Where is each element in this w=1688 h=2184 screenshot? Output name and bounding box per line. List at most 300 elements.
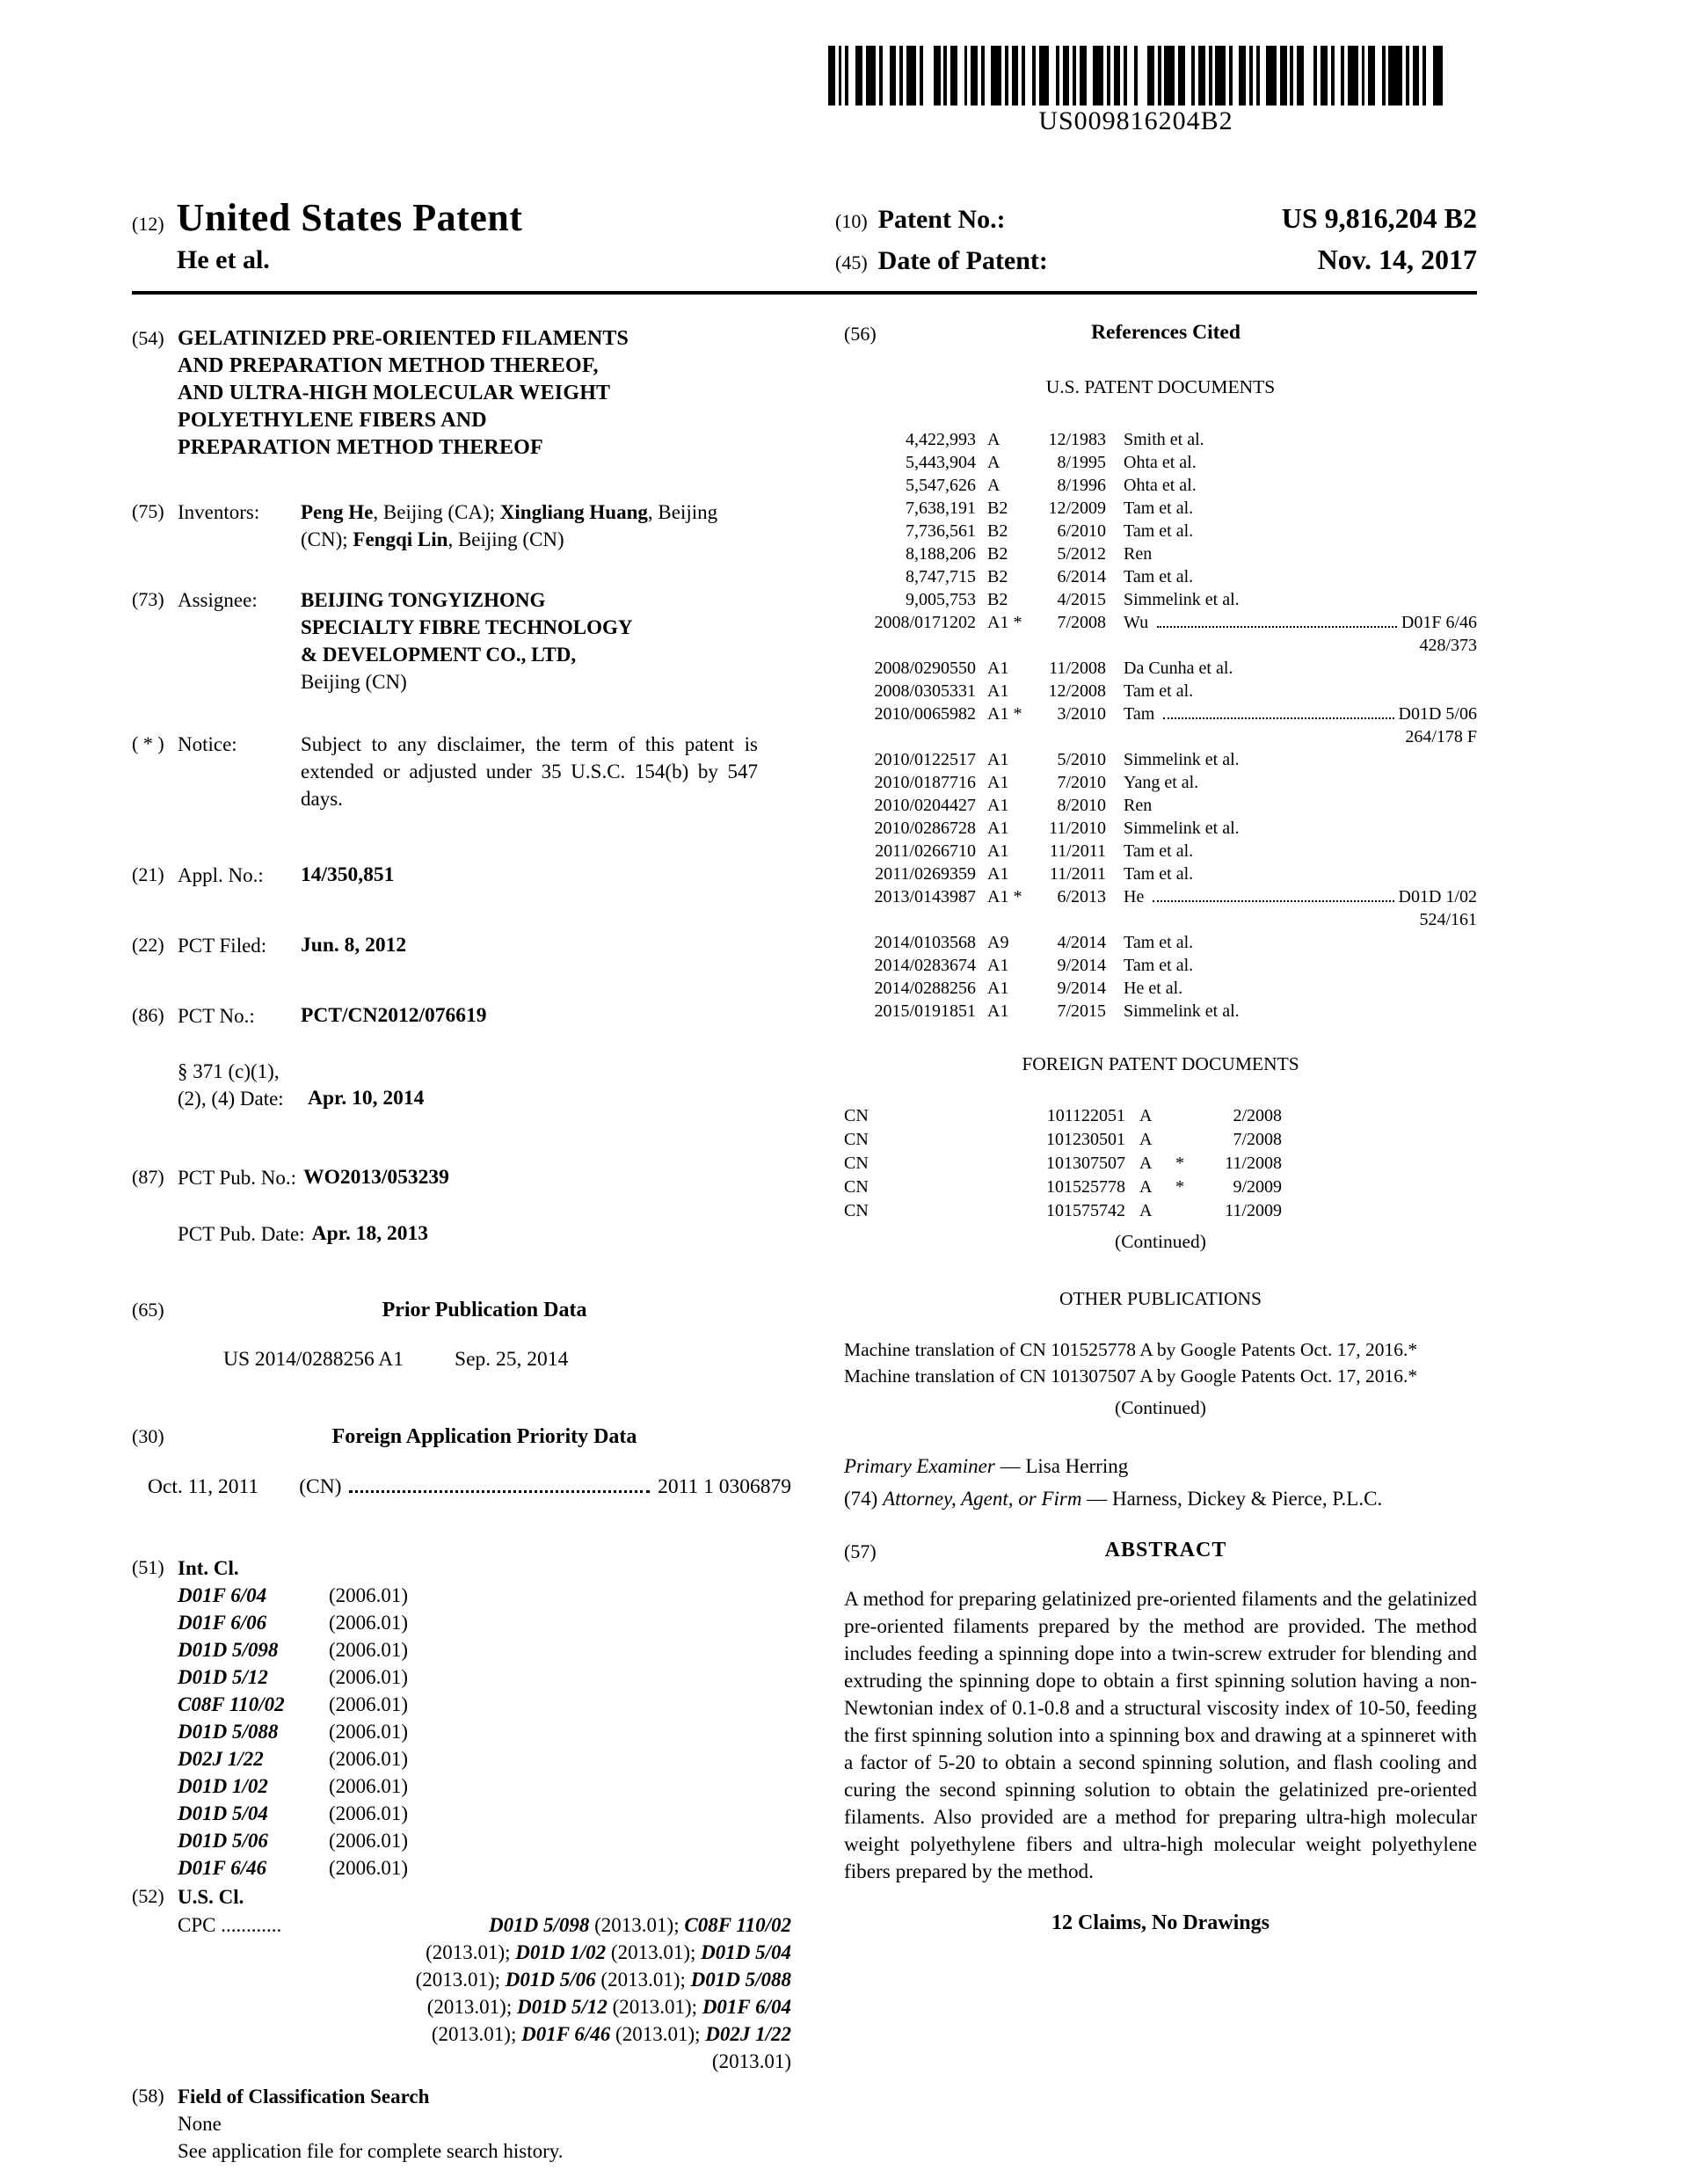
int-cl-code: D01F 6/46 (178, 1857, 267, 1879)
ref-number: 7,638,191 (906, 499, 976, 518)
section-tag: (65) (132, 1299, 164, 1321)
ref-class-continued: 264/178 F (1405, 727, 1477, 746)
attorney-line: (74) Attorney, Agent, or Firm — Harness, Dickey & Pierce, P.L.C. (844, 1487, 1383, 1510)
ref-number: 2010/0204427 (874, 796, 976, 815)
pct-pub-no-value: WO2013/053239 (303, 1166, 449, 1189)
inventor-name: Peng He (301, 501, 374, 523)
section-references (844, 321, 1477, 346)
primary-examiner-line: Primary Examiner — Lisa Herring (844, 1455, 1129, 1477)
dot-leader (349, 1490, 650, 1493)
ref-number: 101122051 (1046, 1106, 1125, 1125)
int-cl-row (178, 1827, 791, 1854)
section-int-cl (132, 1554, 791, 1882)
pct-no-label: PCT No.: (178, 1005, 255, 1027)
us-patent-row (844, 703, 1477, 725)
section-tag: (51) (132, 1556, 164, 1578)
ref-number: 2008/0171202 (874, 613, 976, 632)
cpc-line-text: (2013.01); D01F 6/46 (2013.01); D02J 1/22 (431, 2023, 791, 2045)
country-code: CN (844, 1106, 869, 1125)
us-patent-row (844, 794, 1477, 817)
date-label: Date of Patent: (877, 246, 1048, 275)
claims-note: 12 Claims, No Drawings (1051, 1911, 1270, 1934)
ref-kind: A (1139, 1106, 1153, 1125)
inventors-value: Peng He, Beijing (CA); Xingliang Huang, Beijing (CN); Fengqi Lin, Beijing (CN) (301, 501, 718, 550)
ref-kind: A (987, 453, 1000, 472)
assignee-name-line: & DEVELOPMENT CO., LTD, (301, 644, 577, 666)
foreign-patent-row (844, 1128, 1477, 1152)
int-cl-code: D01F 6/04 (178, 1584, 267, 1606)
us-patent-row (844, 817, 1477, 840)
section-tag: (57) (844, 1540, 877, 1562)
ref-star (1166, 1128, 1194, 1152)
ref-date: 9/2014 (1057, 956, 1106, 975)
ref-name: Wu (1124, 613, 1149, 632)
header-right (835, 195, 1477, 285)
section-tag: (30) (132, 1425, 164, 1447)
ref-number: 101230501 (1046, 1130, 1125, 1149)
ref-number: 8,747,715 (906, 567, 976, 586)
assignee-label: Assignee: (178, 589, 258, 611)
attorney-tag: (74) (844, 1487, 878, 1510)
ref-number: 101307507 (1046, 1154, 1125, 1173)
section-tag: (73) (132, 588, 164, 610)
ref-date: 12/2009 (1048, 499, 1106, 518)
section-tag: (86) (132, 1004, 164, 1026)
ref-date: 5/2010 (1057, 750, 1106, 769)
priority-date: Oct. 11, 2011 (148, 1475, 259, 1498)
ref-name: Tam et al. (1124, 567, 1194, 586)
ref-kind: B2 (987, 590, 1008, 609)
section-pct-filed (132, 932, 791, 959)
title-line: AND ULTRA-HIGH MOLECULAR WEIGHT (178, 382, 611, 404)
ref-date: 6/2013 (1057, 887, 1106, 906)
ref-class: D01F 6/46 (1401, 613, 1477, 632)
ref-kind: A1 * (987, 704, 1022, 724)
pct-filed-label: PCT Filed: (178, 935, 267, 957)
section-tag: (22) (132, 934, 164, 956)
us-patent-row (844, 611, 1477, 634)
int-cl-row (178, 1718, 791, 1745)
ref-name: Ohta et al. (1124, 476, 1197, 495)
int-cl-version: (2006.01) (329, 1775, 409, 1797)
section-notice (132, 731, 791, 812)
int-cl-code: D01D 5/12 (178, 1666, 268, 1688)
us-patent-row (844, 542, 1477, 565)
ref-date: 12/2008 (1048, 681, 1106, 701)
ref-date: 7/2008 (1057, 613, 1106, 632)
ref-name: Ren (1124, 796, 1153, 815)
ref-kind: B2 (987, 567, 1008, 586)
country-code: CN (844, 1177, 869, 1197)
us-patent-row (844, 863, 1477, 885)
ref-kind: A (1139, 1130, 1153, 1149)
ref-kind: B2 (987, 521, 1008, 541)
cpc-code: D01F 6/46 (521, 2023, 611, 2045)
title-line: AND PREPARATION METHOD THEREOF, (178, 354, 599, 377)
pct-pub-date-label: PCT Pub. Date: (178, 1223, 305, 1245)
us-patent-table (844, 428, 1477, 1023)
ref-name: Yang et al. (1124, 773, 1199, 792)
assignee-location: Beijing (CN) (301, 671, 407, 693)
field-search-line1: None (178, 2113, 222, 2135)
cpc-line-text: (2013.01); D01D 5/12 (2013.01); D01F 6/04 (426, 1996, 791, 2018)
inventor-name: Xingliang Huang (499, 501, 648, 523)
ref-date: 4/2014 (1057, 933, 1106, 952)
cpc-block (178, 1911, 791, 2075)
int-cl-list (178, 1582, 791, 1882)
int-cl-version: (2006.01) (329, 1612, 409, 1634)
ref-name: Da Cunha et al. (1124, 659, 1233, 678)
ref-date: 11/2010 (1049, 819, 1106, 838)
ref-number: 2010/0286728 (874, 819, 976, 838)
int-cl-code: D01D 5/088 (178, 1721, 279, 1743)
ref-name: Tam et al. (1124, 681, 1194, 701)
ref-kind: A9 (987, 933, 1009, 952)
cpc-line (178, 1911, 791, 1939)
dot-leader (1157, 626, 1397, 628)
inventor-name: Fengqi Lin (353, 528, 448, 550)
pct-no-value: PCT/CN2012/076619 (301, 1004, 487, 1027)
barcode-block (828, 46, 1444, 136)
cpc-code: D01D 5/12 (516, 1996, 608, 2018)
attorney-label: Attorney, Agent, or Firm (883, 1487, 1082, 1510)
us-patent-row (844, 977, 1477, 1000)
us-patent-row (844, 748, 1477, 771)
doc-type: United States Patent (176, 196, 523, 239)
dot-leader (1153, 900, 1393, 902)
section-title (132, 325, 791, 462)
appl-no-label: Appl. No.: (178, 864, 264, 886)
ref-number: 2010/0187716 (874, 773, 976, 792)
ref-kind: A1 (987, 864, 1009, 884)
section-foreign-priority (132, 1423, 791, 1451)
ref-star: * (1175, 1154, 1184, 1173)
country-code: CN (844, 1130, 869, 1149)
cpc-line (178, 1966, 791, 1993)
int-cl-code: D01D 1/02 (178, 1775, 268, 1797)
ref-star (1166, 1104, 1194, 1128)
priority-country: (CN) (299, 1475, 342, 1498)
section-tag: (58) (132, 2085, 164, 2107)
cpc-code: D01D 5/088 (690, 1969, 791, 1991)
ref-kind: A (987, 476, 1000, 495)
foreign-patent-row (844, 1104, 1477, 1128)
header (132, 195, 1477, 285)
section-abstract (844, 1539, 1477, 1563)
cpc-code: D01D 5/098 (489, 1914, 590, 1936)
int-cl-code: D01D 5/06 (178, 1830, 268, 1852)
us-patent-row (844, 885, 1477, 908)
abstract-heading: ABSTRACT (1104, 1539, 1227, 1562)
ref-date: 7/2010 (1057, 773, 1106, 792)
ref-date: 11/2011 (1049, 864, 1106, 884)
ref-name: Ohta et al. (1124, 453, 1197, 472)
section-tag: (52) (132, 1885, 164, 1907)
int-cl-row (178, 1691, 791, 1718)
ref-number: 2010/0122517 (874, 750, 976, 769)
ref-number: 8,188,206 (906, 544, 976, 564)
int-cl-label: Int. Cl. (178, 1557, 239, 1579)
ref-date: 11/2008 (1225, 1154, 1282, 1173)
section-tag: (75) (132, 500, 164, 522)
ref-kind: A1 * (987, 613, 1022, 632)
ref-date: 7/2008 (1233, 1130, 1282, 1149)
foreign-patent-row (844, 1152, 1477, 1176)
int-cl-row (178, 1773, 791, 1800)
us-patent-row (844, 931, 1477, 954)
foreign-patent-row (844, 1176, 1477, 1199)
foreign-priority-heading: Foreign Application Priority Data (331, 1425, 637, 1448)
section-appl-no (132, 862, 791, 889)
us-patent-row (844, 428, 1477, 451)
ref-kind: A1 (987, 841, 1009, 861)
us-patent-row (844, 497, 1477, 520)
int-cl-row (178, 1582, 791, 1609)
ref-date: 3/2010 (1057, 704, 1106, 724)
publication-item: Machine translation of CN 101307507 A by Google Patents Oct. 17, 2016.* (844, 1365, 1418, 1387)
cpc-code: D01D 5/04 (701, 1941, 791, 1963)
us-patent-row (844, 771, 1477, 794)
ref-date: 8/2010 (1057, 796, 1106, 815)
int-cl-version: (2006.01) (329, 1584, 409, 1606)
section-us-cl (132, 1883, 791, 2075)
section-371-date: Apr. 10, 2014 (308, 1087, 425, 1110)
section-field-search (132, 2083, 791, 2165)
section-tag: (56) (844, 323, 877, 345)
int-cl-version: (2006.01) (329, 1802, 409, 1824)
ref-kind: A1 (987, 750, 1009, 769)
notice-label: Notice: (178, 733, 237, 755)
int-cl-row (178, 1800, 791, 1827)
int-cl-version: (2006.01) (329, 1666, 409, 1688)
ref-number: 4,422,993 (906, 430, 976, 449)
other-publications-list (844, 1336, 1477, 1389)
ref-number: 2011/0269359 (875, 864, 976, 884)
ref-number: 101525778 (1046, 1177, 1125, 1197)
us-patent-row (844, 1000, 1477, 1023)
ref-number: 2008/0290550 (874, 659, 976, 678)
ref-date: 6/2014 (1057, 567, 1106, 586)
int-cl-version: (2006.01) (329, 1830, 409, 1852)
us-patent-row (844, 840, 1477, 863)
ref-kind: A1 * (987, 887, 1022, 906)
barcode-label: US009816204B2 (1038, 106, 1233, 135)
field-search-line2: See application file for complete search history. (178, 2140, 564, 2162)
ref-number: 2010/0065982 (874, 704, 976, 724)
us-patent-row (844, 657, 1477, 680)
ref-kind: B2 (987, 544, 1008, 564)
ref-name: Tam et al. (1124, 521, 1194, 541)
ref-number: 7,736,561 (906, 521, 976, 541)
int-cl-version: (2006.01) (329, 1693, 409, 1715)
us-patent-row (844, 474, 1477, 497)
references-heading: References Cited (1091, 321, 1241, 344)
cpc-code: D02J 1/22 (705, 2023, 791, 2045)
section-tag: (21) (132, 863, 164, 885)
ref-kind: A (987, 430, 1000, 449)
cpc-code: D01F 6/04 (702, 1996, 791, 2018)
cpc-line (178, 2020, 791, 2048)
ref-star (1166, 1199, 1194, 1223)
ref-kind: A (1139, 1154, 1153, 1173)
prior-publication-number: US 2014/0288256 A1 (223, 1348, 404, 1371)
int-cl-row (178, 1609, 791, 1636)
field-search-label: Field of Classification Search (178, 2086, 430, 2108)
ref-number: 2013/0143987 (874, 887, 976, 906)
priority-number: 2011 1 0306879 (658, 1475, 791, 1498)
cpc-code: D01D 1/02 (515, 1941, 607, 1963)
notice-text: Subject to any disclaimer, the term of this patent is extended or adjusted under 35 U.S.C. 154(b) by 547 days. (301, 733, 758, 810)
ref-number: 2014/0288256 (874, 979, 976, 998)
us-patent-row (844, 680, 1477, 703)
int-cl-code: D02J 1/22 (178, 1748, 264, 1770)
country-code: CN (844, 1154, 869, 1173)
ref-date: 8/1995 (1057, 453, 1106, 472)
ref-kind: A1 (987, 659, 1009, 678)
inventors-label: Inventors: (178, 501, 260, 523)
other-publications-heading: OTHER PUBLICATIONS (1059, 1288, 1262, 1309)
ref-name: Tam (1124, 704, 1155, 724)
inventor-short: He et al. (177, 245, 270, 274)
ref-kind: A1 (987, 773, 1009, 792)
abstract-text: A method for preparing gelatinized pre-oriented filaments and the gelatinized pre-oriented filaments prepared by the method are provided. The method includes feeding a spinning dope into a twin-screw extruder for blending and extruding the spinning dope to obtain a first spinning solution having a non-Newtonian index of 0.1-0.8 and a structural viscosity index of 10-50, feeding the first spinning solution into a spinning box and drawing at a spinneret with a factor of 5-20 to obtain a second spinning solution, and flash cooling and curing the second spinning solution to obtain the gelatinized pre-oriented filaments. Also provided are a method for preparing ultra-high molecular weight polyethylene fibers and ultra-high molecular weight polyethylene fibers prepared by the method. (844, 1588, 1477, 1883)
ref-name: Simmelink et al. (1124, 819, 1240, 838)
pct-pub-no-label: PCT Pub. No.: (178, 1167, 297, 1189)
foreign-patent-row (844, 1199, 1477, 1223)
foreign-patent-table (844, 1104, 1477, 1223)
country-code: CN (844, 1201, 869, 1220)
ref-number: 5,443,904 (906, 453, 976, 472)
ref-kind: A1 (987, 956, 1009, 975)
us-patent-row (844, 565, 1477, 588)
ref-date: 11/2008 (1049, 659, 1106, 678)
int-cl-code: D01D 5/04 (178, 1802, 268, 1824)
ref-kind: A1 (987, 819, 1009, 838)
int-cl-version: (2006.01) (329, 1639, 409, 1661)
us-patent-row (844, 520, 1477, 542)
ref-number: 2011/0266710 (875, 841, 976, 861)
ref-name: Simmelink et al. (1124, 1001, 1240, 1021)
ref-name: Ren (1124, 544, 1153, 564)
int-cl-version: (2006.01) (329, 1748, 409, 1770)
ref-number: 5,547,626 (906, 476, 976, 495)
patent-no-tag: (10) (835, 210, 868, 232)
ref-class-continued: 428/373 (1419, 636, 1477, 655)
foreign-continued-note: (Continued) (1115, 1231, 1206, 1252)
int-cl-code: D01D 5/098 (178, 1639, 279, 1661)
barcode-icon (828, 46, 1444, 106)
int-cl-version: (2006.01) (329, 1721, 409, 1743)
ref-date: 5/2012 (1057, 544, 1106, 564)
ref-date: 7/2015 (1057, 1001, 1106, 1021)
publication-item: Machine translation of CN 101525778 A by Google Patents Oct. 17, 2016.* (844, 1339, 1418, 1360)
ref-date: 8/1996 (1057, 476, 1106, 495)
pct-pub-date-value: Apr. 18, 2013 (311, 1222, 428, 1245)
ref-name: He et al. (1124, 979, 1183, 998)
assignee-name-line: BEIJING TONGYIZHONG (301, 589, 546, 611)
appl-no-value: 14/350,851 (301, 863, 395, 886)
int-cl-row (178, 1663, 791, 1691)
publications-continued-note: (Continued) (1115, 1397, 1206, 1418)
section-inventors (132, 499, 791, 553)
header-rule (132, 291, 1477, 295)
ref-kind: A1 (987, 1001, 1009, 1021)
examiner-label: Primary Examiner (844, 1455, 995, 1477)
cpc-code: C08F 110/02 (684, 1914, 791, 1936)
prior-publication-heading: Prior Publication Data (382, 1299, 587, 1321)
pct-filed-value: Jun. 8, 2012 (301, 934, 407, 957)
int-cl-code: D01F 6/06 (178, 1612, 267, 1634)
foreign-priority-entry (132, 1475, 791, 1499)
ref-name: Tam et al. (1124, 933, 1194, 952)
cpc-line-text: (2013.01); D01D 5/06 (2013.01); D01D 5/088 (415, 1969, 791, 1991)
assignee-value (301, 586, 758, 695)
ref-date: 6/2010 (1057, 521, 1106, 541)
section-tag: (87) (132, 1166, 164, 1188)
ref-date: 9/2009 (1233, 1177, 1282, 1197)
ref-kind: A1 (987, 796, 1009, 815)
patent-no-value: US 9,816,204 B2 (1281, 202, 1477, 234)
ref-number: 9,005,753 (906, 590, 976, 609)
doc-tag: (12) (132, 213, 164, 235)
ref-class: D01D 5/06 (1398, 704, 1477, 724)
section-pct-no (132, 1002, 791, 1112)
cpc-label: CPC ............ (178, 1914, 282, 1936)
ref-number: 2014/0283674 (874, 956, 976, 975)
section-pct-pub (132, 1164, 791, 1248)
cpc-line-text: D01D 5/098 (2013.01); C08F 110/02 (489, 1914, 791, 1936)
patent-no-label: Patent No.: (877, 205, 1006, 234)
ref-name: Tam et al. (1124, 499, 1194, 518)
ref-name: Tam et al. (1124, 864, 1194, 884)
ref-name: Simmelink et al. (1124, 750, 1240, 769)
ref-name: He (1124, 887, 1145, 906)
ref-kind: A (1139, 1201, 1153, 1220)
section-prior-publication (132, 1297, 791, 1373)
ref-kind: A1 (987, 979, 1009, 998)
left-column (132, 321, 791, 2165)
title-line: PREPARATION METHOD THEREOF (178, 436, 543, 459)
section-371-label: § 371 (c)(1), (2), (4) Date: (178, 1060, 284, 1110)
ref-date: 4/2015 (1057, 590, 1106, 609)
cpc-line (178, 2048, 791, 2075)
ref-number: 101575742 (1046, 1201, 1125, 1220)
title-line: GELATINIZED PRE-ORIENTED FILAMENTS (178, 327, 629, 350)
ref-kind: B2 (987, 499, 1008, 518)
ref-date: 9/2014 (1057, 979, 1106, 998)
ref-class: D01D 1/02 (1398, 887, 1477, 906)
us-patent-row (844, 451, 1477, 474)
us-patents-heading: U.S. PATENT DOCUMENTS (1045, 376, 1276, 397)
section-tag: (54) (132, 327, 164, 349)
date-tag: (45) (835, 251, 868, 273)
ref-kind: A (1139, 1177, 1153, 1197)
cpc-line-text: (2013.01) (711, 2050, 791, 2072)
ref-date: 11/2011 (1049, 841, 1106, 861)
title-line: POLYETHYLENE FIBERS AND (178, 409, 487, 432)
section-tag: ( * ) (132, 732, 164, 754)
section-assignee (132, 586, 791, 695)
us-cl-label: U.S. Cl. (178, 1886, 244, 1908)
int-cl-code: C08F 110/02 (178, 1693, 285, 1715)
ref-date: 2/2008 (1233, 1106, 1282, 1125)
prior-publication-date: Sep. 25, 2014 (455, 1348, 569, 1371)
examiner-name: Lisa Herring (1025, 1455, 1129, 1477)
int-cl-row (178, 1636, 791, 1663)
int-cl-version: (2006.01) (329, 1857, 409, 1879)
ref-kind: A1 (987, 681, 1009, 701)
dot-leader (1163, 717, 1393, 719)
